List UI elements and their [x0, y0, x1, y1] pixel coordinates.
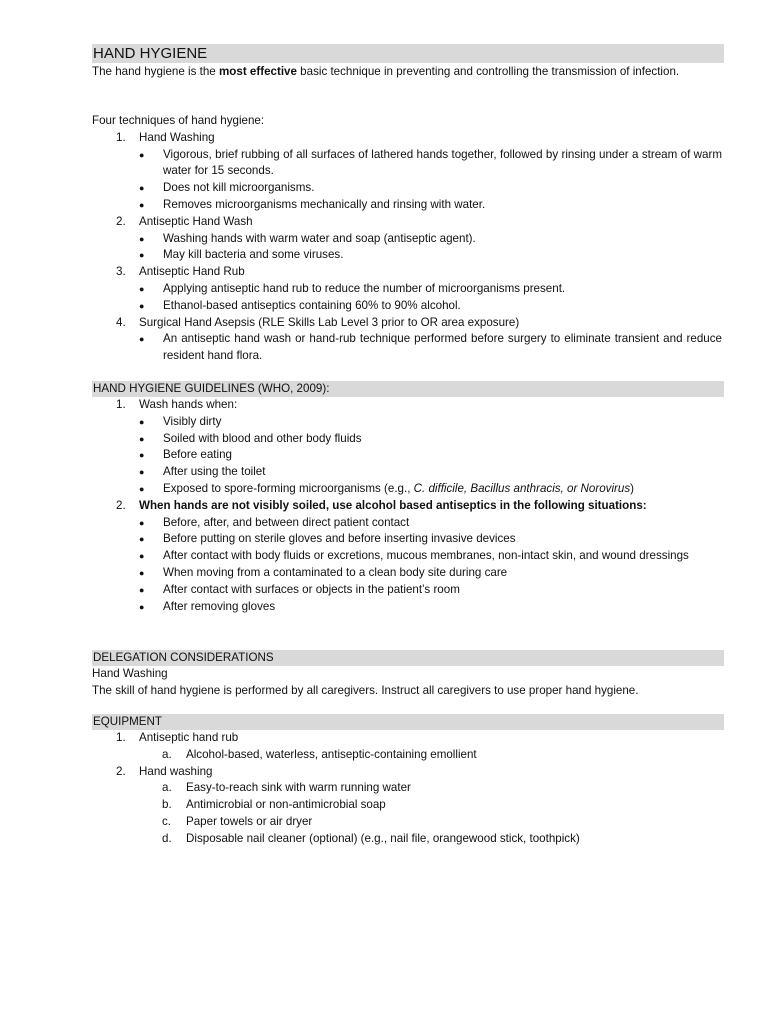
subitem-letter: b.: [162, 798, 172, 812]
technique-note: (RLE Skills Lab Level 3 prior to OR area exposure): [255, 315, 520, 329]
bullet-item: [92, 599, 722, 616]
technique-item: [92, 315, 722, 332]
technique-number: 3.: [116, 265, 126, 279]
delegation-section: [92, 650, 722, 700]
bullet-icon: ●: [139, 433, 145, 444]
delegation-subheading: Hand Washing: [92, 667, 168, 680]
guidelines-section: [92, 381, 722, 615]
techniques-heading: Four techniques of hand hygiene:: [92, 114, 265, 127]
bullet-text: Applying antiseptic hand rub to reduce the number of microorganisms present.: [163, 281, 566, 295]
bullet-icon: ●: [139, 551, 145, 562]
intro-emphasis: most effective: [218, 65, 297, 78]
bullet-item: [92, 582, 722, 599]
technique-item: [92, 264, 722, 281]
bullet-item: [92, 147, 722, 181]
bullet-icon: ●: [139, 250, 145, 261]
bullet-text: After contact with surfaces or objects in the patient’s room: [163, 582, 460, 596]
bullet-item: [92, 231, 722, 248]
subitem-letter: c.: [162, 814, 172, 828]
bullet-icon: ●: [139, 517, 145, 528]
bullet-item: [92, 515, 722, 532]
guideline-item: [92, 397, 722, 414]
bullet-item: [92, 447, 722, 464]
bullet-text: Soiled with blood and other body fluids: [163, 431, 362, 445]
equipment-label: Antiseptic hand rub: [139, 731, 239, 744]
bullet-icon: ●: [139, 584, 145, 595]
bullet-text: After using the toilet: [163, 465, 266, 479]
intro-section: [92, 64, 722, 81]
bullet-item: [92, 331, 722, 365]
page-title: HAND HYGIENE: [92, 44, 724, 63]
bullet-text: After contact with body fluids or excretions, mucous membranes, non-intact skin, and wound dressings: [163, 549, 689, 563]
bullet-text: After removing gloves: [163, 599, 276, 613]
bullet-item: [92, 298, 722, 315]
bullet-icon: ●: [139, 567, 145, 578]
technique-title: Surgical Hand Asepsis: [139, 315, 255, 329]
technique-title: Antiseptic Hand Wash: [139, 214, 253, 228]
guideline-title: When hands are not visibly soiled, use alcohol based antiseptics in the following situations:: [139, 498, 647, 512]
bullet-item: [92, 548, 722, 565]
bullet-icon: ●: [139, 149, 145, 160]
guideline-number: 2.: [116, 498, 126, 512]
bullet-text: Before, after, and between direct patient contact: [163, 515, 410, 529]
bullet-icon: ●: [139, 416, 145, 427]
bullet-text: Does not kill microorganisms.: [163, 181, 315, 195]
equipment-subitem: [92, 797, 722, 814]
bullet-item: [92, 431, 722, 448]
equipment-subitem: [92, 814, 722, 831]
technique-number: 1.: [116, 130, 126, 144]
bullet-text: Removes microorganisms mechanically and rinsing with water.: [163, 197, 486, 211]
subitem-letter: a.: [162, 781, 172, 795]
subitem-letter: a.: [162, 747, 172, 761]
bullet-item: [92, 531, 722, 548]
bullet-icon: ●: [139, 199, 145, 210]
bullet-icon: ●: [139, 534, 145, 545]
section-heading: DELEGATION CONSIDERATIONS: [92, 650, 724, 666]
bullet-icon: ●: [139, 467, 145, 478]
bullet-item: [92, 281, 722, 298]
bullet-item: [92, 565, 722, 582]
bullet-text-end: ): [630, 481, 635, 495]
subitem-text: Disposable nail cleaner (optional) (e.g., nail file, orangewood stick, toothpick): [186, 831, 580, 845]
bullet-icon: ●: [139, 283, 145, 294]
techniques-section: [92, 113, 722, 365]
equipment-subitem: [92, 780, 722, 797]
bullet-icon: ●: [139, 300, 145, 311]
equipment-number: 2.: [116, 764, 126, 778]
technique-item: [92, 214, 722, 231]
equipment-item: [92, 764, 722, 781]
bullet-icon: ●: [139, 183, 145, 194]
bullet-text: May kill bacteria and some viruses.: [163, 248, 344, 262]
intro-text-start: The hand hygiene is the: [92, 65, 219, 78]
organism-names: C. difficile, Bacillus anthracis, or Norovirus: [413, 481, 631, 495]
bullet-item: [92, 247, 722, 264]
guideline-number: 1.: [116, 398, 126, 411]
intro-text-end: basic technique in preventing and controlling the transmission of infection.: [296, 65, 680, 78]
technique-item: [92, 130, 722, 147]
bullet-text: Ethanol-based antiseptics containing 60% to 90% alcohol.: [163, 298, 461, 312]
bullet-text: Before putting on sterile gloves and before inserting invasive devices: [163, 532, 516, 546]
section-heading: HAND HYGIENE GUIDELINES (WHO, 2009):: [92, 381, 724, 397]
subitem-text: Alcohol-based, waterless, antiseptic-containing emollient: [186, 747, 477, 761]
delegation-text: The skill of hand hygiene is performed by all caregivers. Instruct all caregivers to use proper hand hygiene.: [92, 683, 639, 697]
equipment-section: [92, 714, 722, 848]
technique-title: Hand Washing: [139, 130, 215, 144]
equipment-subitem: [92, 831, 722, 848]
bullet-item: [92, 414, 722, 431]
bullet-text: Before eating: [163, 448, 232, 462]
bullet-text: Vigorous, brief rubbing of all surfaces of lathered hands together, followed by rinsing under a stream of warm water for 15 seconds.: [163, 147, 722, 178]
bullet-text: An antiseptic hand wash or hand-rub technique performed before surgery to eliminate transient and reduce resident hand flora.: [163, 332, 722, 363]
technique-number: 4.: [116, 315, 126, 329]
bullet-item: [92, 464, 722, 481]
bullet-text: Visibly dirty: [163, 414, 222, 428]
subitem-text: Paper towels or air dryer: [186, 814, 313, 828]
bullet-icon: ●: [139, 334, 145, 345]
bullet-item: [92, 180, 722, 197]
equipment-label: Hand washing: [139, 764, 213, 778]
technique-number: 2.: [116, 214, 126, 228]
subitem-text: Antimicrobial or non-antimicrobial soap: [186, 798, 386, 812]
bullet-icon: ●: [139, 601, 145, 612]
bullet-text: Washing hands with warm water and soap (antiseptic agent).: [163, 231, 476, 245]
intro-paragraph: [92, 64, 722, 81]
bullet-text: [163, 481, 722, 498]
guideline-item: [92, 498, 722, 515]
bullet-icon: ●: [139, 233, 145, 244]
technique-title: Antiseptic Hand Rub: [139, 265, 245, 279]
bullet-item: [92, 481, 722, 498]
bullet-icon: ●: [139, 483, 145, 494]
subitem-text: Easy-to-reach sink with warm running water: [186, 781, 411, 795]
subitem-letter: d.: [162, 831, 172, 845]
bullet-item: [92, 197, 722, 214]
equipment-item: [92, 730, 722, 747]
bullet-text-start: Exposed to spore-forming microorganisms (e.g.,: [163, 481, 414, 495]
bullet-text: When moving from a contaminated to a clean body site during care: [163, 565, 508, 579]
bullet-icon: ●: [139, 450, 145, 461]
equipment-number: 1.: [116, 731, 126, 744]
guideline-title: Wash hands when:: [139, 398, 238, 411]
equipment-subitem: [92, 747, 722, 764]
section-heading: EQUIPMENT: [92, 714, 724, 730]
